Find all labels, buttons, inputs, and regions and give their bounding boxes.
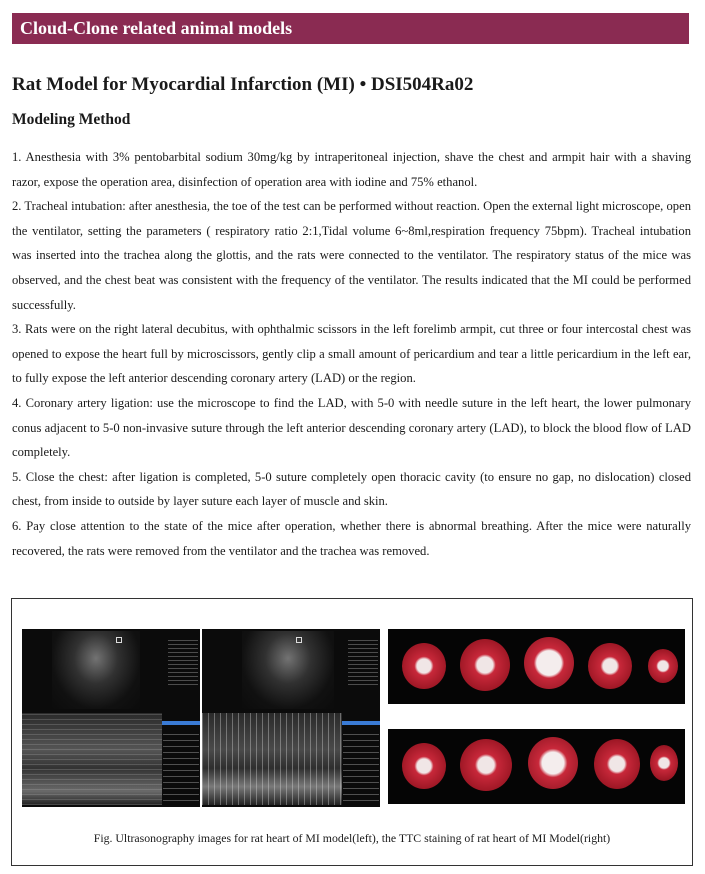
ttc-staining-image-top	[388, 629, 685, 704]
page-title: Rat Model for Myocardial Infarction (MI) • DSI504Ra02	[12, 74, 474, 95]
ttc-staining-image-bottom	[388, 729, 685, 804]
section-title: Modeling Method	[12, 111, 131, 128]
step-paragraph: 1. Anesthesia with 3% pentobarbital sodium 30mg/kg by intraperitoneal injection, shave the chest and armpit hair with a shaving razor, expose the operation area, disinfection of operation area with iodine and 75% ethanol.	[12, 150, 691, 189]
figure-box	[11, 598, 693, 866]
section-banner	[12, 13, 689, 44]
ultrasound-image-left	[22, 629, 200, 807]
step-paragraph: 3. Rats were on the right lateral decubitus, with ophthalmic scissors in the left forelimb armpit, cut three or four intercostal chest was opened to expose the heart full by microscissors, gently clip a small amount of pericardium and tear a little pericardium in the left ear, to fully expose the left anterior descending coronary artery (LAD) or the region.	[12, 322, 691, 386]
step-paragraph: 2. Tracheal intubation: after anesthesia, the toe of the test can be performed without reaction. Open the external light microscope, open the ventilator, setting the parameters ( respiratory ratio 2:1,Tidal volume 6~8ml,respiration frequency 75bpm). Tracheal intubation was inserted into the trachea along the glottis, and the rats were connected to the ventilator. The respiratory status of the mice was observed, and the chest beat was consistent with the frequency of the ventilator. The results indicated that the MI could be performed successfully.	[12, 199, 691, 312]
figure-caption: Fig. Ultrasonography images for rat heart of MI model(left), the TTC staining of rat heart of MI Model(right)	[93, 831, 611, 845]
step-paragraph: 4. Coronary artery ligation: use the microscope to find the LAD, with 5-0 with needle suture in the left heart, the lower pulmonary conus adjacent to 5-0 non-invasive suture through the left anterior descending coronary artery (LAD), to block the blood flow of LAD completely.	[12, 395, 691, 460]
banner-label: Cloud-Clone related animal models	[20, 18, 293, 38]
step-paragraph: 5. Close the chest: after ligation is completed, 5-0 suture completely open thoracic cavity (to ensure no gap, no dislocation) closed chest, from inside to outside by layer suture each layer of muscle and skin.	[12, 469, 691, 509]
ultrasound-image-right	[202, 629, 380, 807]
step-paragraph: 6. Pay close attention to the state of the mice after operation, whether there is abnormal breathing. After the mice were naturally recovered, the rats were removed from the ventilator and the trachea was removed.	[12, 518, 691, 558]
modeling-steps	[12, 145, 691, 563]
